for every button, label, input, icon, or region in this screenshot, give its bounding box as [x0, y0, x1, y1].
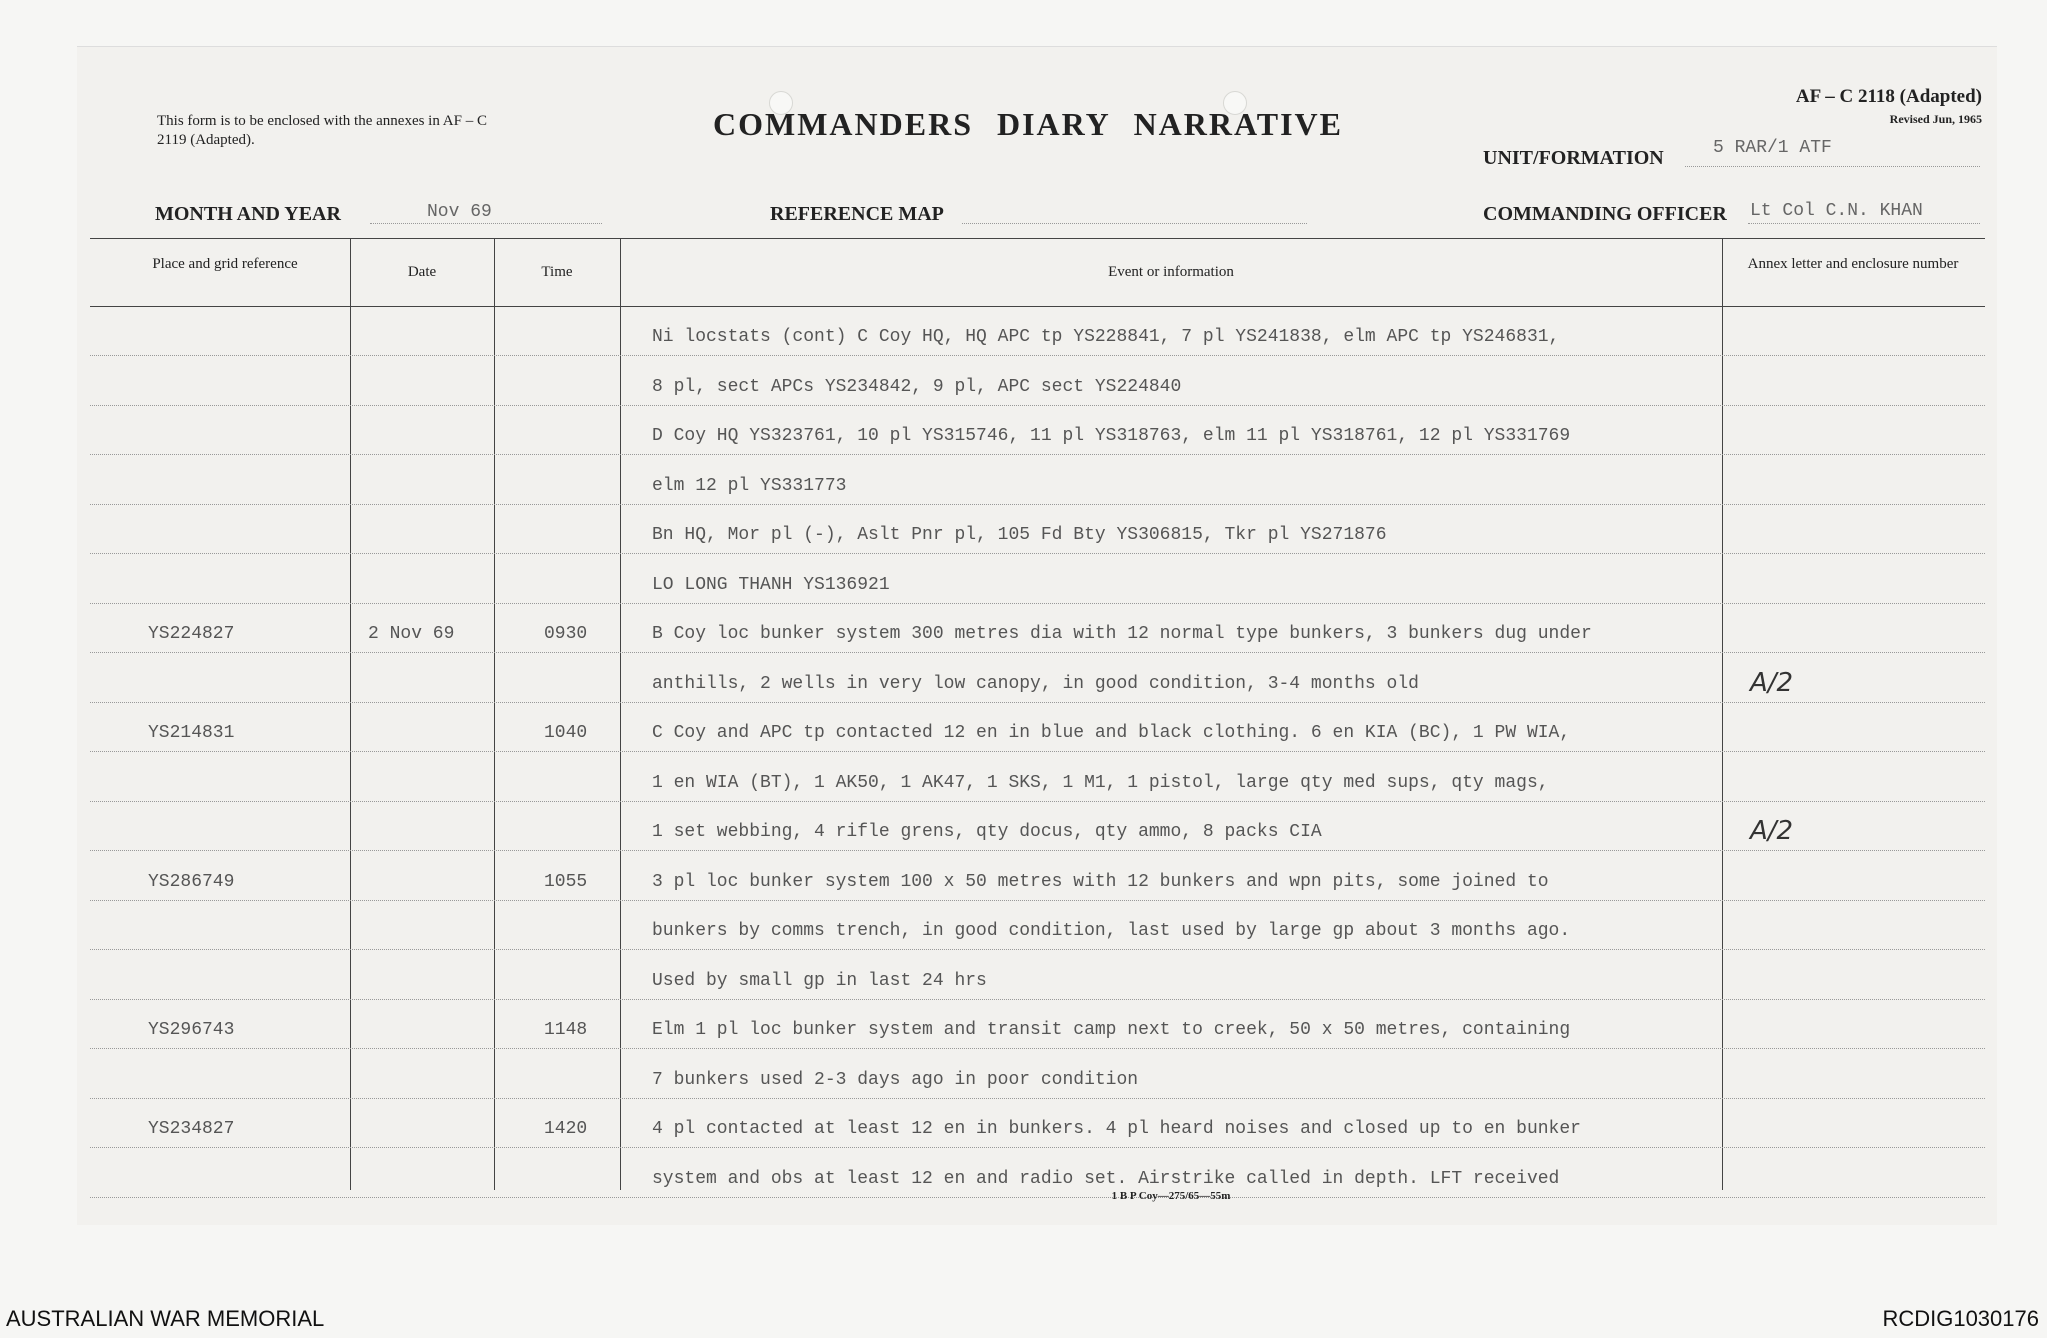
event-cell: system and obs at least 12 en and radio set. Airstrike called in depth. LFT received — [652, 1168, 1560, 1189]
table-row — [90, 603, 1985, 653]
place-cell: YS224827 — [148, 624, 235, 644]
column-header-date: Date — [407, 264, 437, 280]
event-cell: B Coy loc bunker system 300 metres dia with 12 normal type bunkers, 3 bunkers dug under — [652, 624, 1592, 644]
printer-line: 1 B P Coy—275/65—55m — [1111, 1190, 1231, 1202]
table-row — [90, 554, 1985, 604]
event-cell: Ni locstats (cont) C Coy HQ, HQ APC tp YS228841, 7 pl YS241838, elm APC tp YS246831, — [652, 327, 1560, 347]
unit-value: 5 RAR/1 ATF — [1713, 138, 1832, 158]
form-title: COMMANDERS DIARY NARRATIVE — [713, 106, 1343, 142]
place-cell: YS234827 — [148, 1119, 235, 1139]
commanding-officer-label: COMMANDING OFFICER — [1483, 203, 1727, 225]
archive-id: RCDIG1030176 — [1882, 1306, 2039, 1331]
annex-cell: A/2 — [1750, 667, 1794, 698]
date-cell: 2 Nov 69 — [368, 624, 455, 644]
column-header-event: Event or information — [1108, 264, 1234, 280]
form-note: This form is to be enclosed with the annexes in AF – C 2119 (Adapted). — [157, 113, 487, 148]
event-cell: Bn HQ, Mor pl (-), Aslt Pnr pl, 105 Fd Bty YS306815, Tkr pl YS271876 — [652, 525, 1387, 545]
table-row — [90, 999, 1985, 1049]
event-cell: anthills, 2 wells in very low canopy, in good condition, 3-4 months old — [652, 673, 1419, 694]
table-row — [90, 504, 1985, 554]
event-cell: C Coy and APC tp contacted 12 en in blue and black clothing. 6 en KIA (BC), 1 PW WIA, — [652, 723, 1571, 743]
table-row — [90, 455, 1985, 505]
event-cell: 7 bunkers used 2-3 days ago in poor condition — [652, 1069, 1139, 1090]
unit-label: UNIT/FORMATION — [1483, 147, 1664, 169]
table-row — [90, 1098, 1985, 1148]
commanding-officer-value: Lt Col C.N. KHAN — [1750, 201, 1923, 221]
table-row — [90, 950, 1985, 1000]
table-row — [90, 702, 1985, 752]
table-row — [90, 356, 1985, 406]
column-header-annex: Annex letter and enclosure number — [1747, 256, 1959, 272]
event-cell: 3 pl loc bunker system 100 x 50 metres with 12 bunkers and wpn pits, some joined to — [652, 871, 1549, 892]
table-row — [90, 405, 1985, 455]
time-cell: 1055 — [544, 871, 588, 892]
column-header-time: Time — [541, 264, 573, 280]
table-row — [90, 306, 1985, 356]
time-cell: 1148 — [544, 1020, 588, 1040]
time-cell: 1420 — [544, 1119, 588, 1139]
table-row — [90, 851, 1985, 901]
time-cell: 1040 — [544, 723, 588, 743]
table-row — [90, 900, 1985, 950]
event-cell: 8 pl, sect APCs YS234842, 9 pl, APC sect YS224840 — [652, 376, 1182, 397]
reference-map-label: REFERENCE MAP — [770, 203, 944, 225]
event-cell: 1 en WIA (BT), 1 AK50, 1 AK47, 1 SKS, 1 M1, 1 pistol, large qty med sups, qty mags, — [652, 772, 1549, 793]
table-row — [90, 801, 1985, 851]
revised-date: Revised Jun, 1965 — [1889, 112, 1982, 126]
archive-label: AUSTRALIAN WAR MEMORIAL — [6, 1306, 325, 1331]
column-header-place: Place and grid reference — [152, 256, 298, 272]
event-cell: LO LONG THANH YS136921 — [652, 574, 890, 595]
month-year-value: Nov 69 — [427, 202, 492, 222]
event-cell: elm 12 pl YS331773 — [652, 475, 847, 496]
event-cell: 1 set webbing, 4 rifle grens, qty docus, qty ammo, 8 packs CIA — [652, 822, 1322, 842]
form-number: AF – C 2118 (Adapted) — [1795, 86, 1982, 107]
time-cell: 0930 — [544, 624, 588, 644]
month-year-label: MONTH AND YEAR — [155, 203, 341, 225]
table-row — [90, 1049, 1985, 1099]
place-cell: YS214831 — [148, 723, 235, 743]
event-cell: Elm 1 pl loc bunker system and transit camp next to creek, 50 x 50 metres, containing — [652, 1020, 1571, 1040]
event-cell: Used by small gp in last 24 hrs — [652, 970, 987, 991]
event-cell: 4 pl contacted at least 12 en in bunkers. 4 pl heard noises and closed up to en bunker — [652, 1119, 1581, 1139]
event-cell: D Coy HQ YS323761, 10 pl YS315746, 11 pl YS318763, elm 11 pl YS318761, 12 pl YS331769 — [652, 426, 1571, 446]
table-row — [90, 653, 1985, 703]
place-cell: YS296743 — [148, 1020, 235, 1040]
event-cell: bunkers by comms trench, in good condition, last used by large gp about 3 months ago. — [652, 921, 1571, 941]
annex-cell: A/2 — [1750, 816, 1794, 846]
place-cell: YS286749 — [148, 871, 235, 892]
table-row — [90, 752, 1985, 802]
